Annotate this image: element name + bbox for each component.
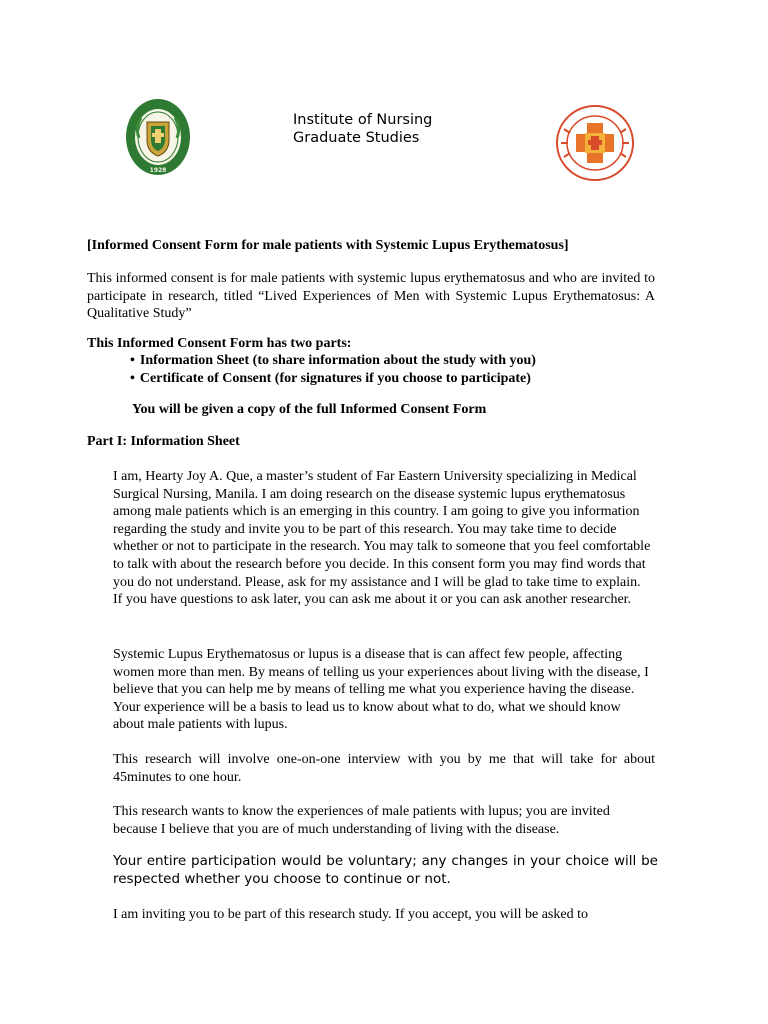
header-line-2: Graduate Studies	[293, 130, 420, 146]
nursing-institute-seal-icon	[556, 105, 634, 181]
part1-heading: Part I: Information Sheet	[87, 434, 240, 449]
list-item: • Information Sheet (to share information about the study with you)	[130, 352, 536, 370]
header-line-1: Institute of Nursing	[293, 112, 433, 128]
seal-year: 1928	[149, 167, 167, 174]
university-seal-icon	[125, 98, 191, 176]
invitation-paragraph: I am inviting you to be part of this research study. If you accept, you will be asked to	[113, 907, 588, 922]
form-title: [Informed Consent Form for male patients with Systemic Lupus Erythematosus]	[87, 238, 569, 253]
disease-description-paragraph: Systemic Lupus Erythematosus or lupus is a disease that is can affect few people, affecting women more than men. By means of telling us your experiences about living with the disease, I believe that you can help me by means of telling me what you experience having the disease. Your experience will be a basis to lead us to know about what to do, what we should know about male patients with lupus.	[113, 647, 649, 733]
researcher-intro-paragraph: I am, Hearty Joy A. Que, a master’s student of Far Eastern University specializing in Medical Surgical Nursing, Manila. I am doing research on the disease systemic lupus erythematosus among male patients which is an emerging in this country. I am going to give you information regarding the study and invite you to be part of this research. You may take time to decide whether or not to participate in the research. You may talk to someone that you feel comfortable to talk with about the research before you decide. In this consent form you may find words that you do not understand. Please, ask for my assistance and I will be glad to take time to explain. If you have questions to ask later, you can ask me about it or you can ask another researcher.	[113, 469, 651, 608]
list-item: • Certificate of Consent (for signatures if you choose to participate)	[130, 370, 536, 388]
copy-note: You will be given a copy of the full Informed Consent Form	[132, 402, 487, 417]
intro-paragraph: This informed consent is for male patients with systemic lupus erythematosus and who are invited to participate in research, titled “Lived Experiences of Men with Systemic Lupus Erythematosus: A Qualitative Study”	[87, 271, 655, 322]
parts-list	[130, 352, 536, 387]
institute-header	[293, 111, 432, 147]
parts-heading: This Informed Consent Form has two parts:	[87, 336, 352, 351]
purpose-paragraph: This research wants to know the experiences of male patients with lupus; you are invited because I believe that you are of much understanding of living with the disease.	[113, 804, 610, 837]
voluntary-paragraph: Your entire participation would be voluntary; any changes in your choice will be respected whether you choose to continue or not.	[113, 853, 658, 887]
interview-paragraph: This research will involve one-on-one interview with you by me that will take for about 45minutes to one hour.	[113, 752, 655, 785]
